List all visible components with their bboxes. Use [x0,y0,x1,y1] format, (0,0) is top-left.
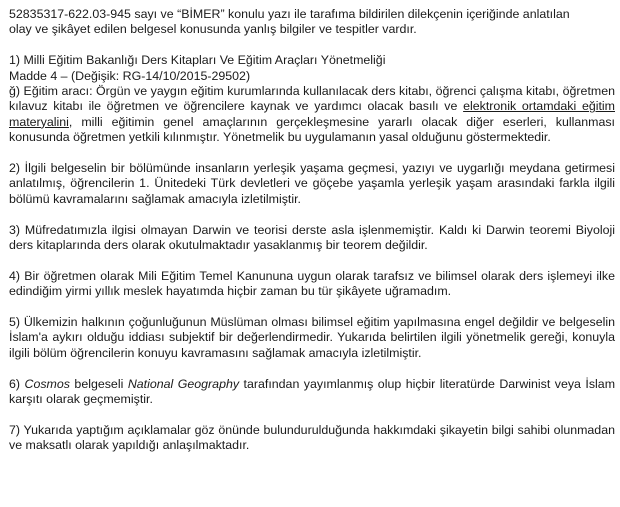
electronic-material-link[interactable]: elektronik ortamdaki eğitim materyalini [9,99,615,129]
item-1-title: 1) Milli Eğitim Bakanlığı Ders Kitapları Ve Eğitim Araçları Yönetmeliği [9,53,386,68]
item-6-rest: tarafından yayımlanmış olup hiçbir literatürde Darwinist veya İslam karşıtı olarak geçmemiştir. [9,376,616,407]
cosmos-title: Cosmos [24,376,70,391]
spacer [9,361,615,376]
item-1-text [9,84,615,146]
letter-document [9,7,615,454]
spacer [9,253,615,268]
item-6-prefix: 6) [9,376,25,391]
item-6 [9,377,615,408]
item-2: 2) İlgili belgeselin bir bölümünde insanların yerleşik yaşama geçmesi, yazıyı ve uygarlığı meydana getirmesi anlatılmış, öğrencilerin 1. Ünitedeki Türk devletleri ve göçebe yaşamla yerleşik yaşam arasındaki farkla ilgili bölümü kavramalarını sağlamak amacıyla izletilmiştir. [9,161,615,206]
spacer [9,407,615,422]
item-7: 7) Yukarıda yaptığım açıklamalar göz önünde bulundurulduğunda hakkımdaki şikayetin bilgi sahibi olunmadan ve maksatlı olarak yapıldığı anlaşılmaktadır. [9,422,615,453]
item-1-text-after-link: , milli eğitimin genel amaçlarının gerçekleşmesine yararlı olacak diğer eserleri, kullanması konusunda öğretmen yetkili kılınmıştır. Yönetmelik bu uygulamanın yasal olduğunu göstermektedir. [9,114,615,145]
intro-line-1: 52835317-622.03-945 sayı ve “BİMER” konulu yazı ile tarafıma bildirilen dilekçenin içeriğinde anlatılan [9,7,570,21]
item-1 [9,53,615,145]
item-1-text-before-link: ğ) Eğitim aracı: Örgün ve yaygın eğitim kurumlarında kullanılacak ders kitabı, öğrenci çalışma kitabı, öğretmen kılavuz kitabı ile öğretmen ve öğrencilere kaynak ve yardımcı olacak basılı ve [9,84,615,114]
item-3: 3) Müfredatımızla ilgisi olmayan Darwin ve teorisi derste asla işlenmemiştir. Kaldı ki Darwin teoremi Biyoloji ders kitaplarında ders olarak okutulmaktadır yasaklanmış bir teorem değildir. [9,222,615,253]
national-geography-name: National Geography [127,376,240,391]
spacer [9,300,615,315]
item-1-article: Madde 4 – (Değişik: RG-14/10/2015-29502) [9,68,251,83]
spacer [9,207,615,222]
intro-line-2: olay ve şikâyet edilen belgesel konusunda yanlış bilgiler ve tespitler vardır. [9,22,417,37]
spacer [9,38,615,53]
item-6-mid: belgeseli [69,376,128,391]
item-4: 4) Bir öğretmen olarak Mili Eğitim Temel Kanununa uygun olarak tarafsız ve bilimsel olarak ders işlemeyi ilke edindiğim yirmi yıllık meslek hayatımda hiçbir zaman bu tür şikâyete uğramadım. [9,268,615,299]
spacer [9,146,615,161]
item-5: 5) Ülkemizin halkının çoğunluğunun Müslüman olması bilimsel eğitim yapılmasına engel değildir ve belgeselin İslam'a aykırı olduğu iddiası subjektif bir değerlendirmedir. Yukarıda belirtilen ilgili yönetmelik gereği, konuyla ilgili bölüm öğrencilerin konuyu kavramasını sağlamak amacıyla izletilmiştir. [9,315,615,360]
